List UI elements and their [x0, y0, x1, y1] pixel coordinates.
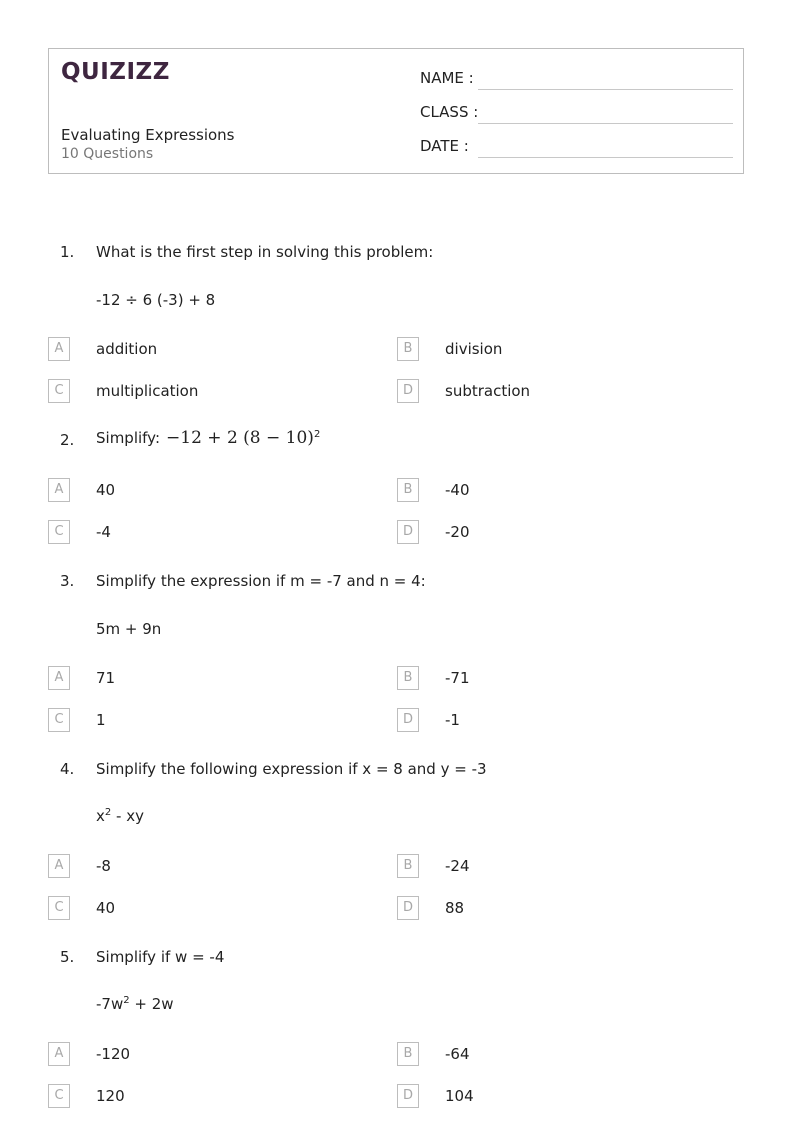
- question-text: Simplify if w = -4: [96, 948, 225, 966]
- option-text: -1: [445, 711, 460, 729]
- expression-rest: + 2w: [129, 995, 174, 1013]
- class-label: CLASS :: [420, 103, 479, 121]
- option-letter-box: B: [397, 666, 419, 690]
- option-letter-box: B: [397, 337, 419, 361]
- option-letter-box: A: [48, 337, 70, 361]
- name-field[interactable]: [478, 89, 733, 90]
- option-letter-box: A: [48, 478, 70, 502]
- option-letter-box: A: [48, 1042, 70, 1066]
- option-letter-box: C: [48, 379, 70, 403]
- option-text: -64: [445, 1045, 470, 1063]
- question-number: 3.: [60, 572, 75, 590]
- math-exponent: 2: [313, 429, 321, 440]
- question-text: Simplify the following expression if x = 8 and y = -3: [96, 760, 487, 778]
- option-text: 88: [445, 899, 465, 917]
- option-letter-box: C: [48, 1084, 70, 1108]
- question-text: Simplify the expression if m = -7 and n = 4:: [96, 572, 426, 590]
- question-text: Simplify:: [96, 429, 161, 447]
- option-text: 120: [96, 1087, 125, 1105]
- option-letter-box: C: [48, 520, 70, 544]
- option-text: 104: [445, 1087, 474, 1105]
- option-text: -120: [96, 1045, 131, 1063]
- date-field[interactable]: [478, 157, 733, 158]
- question-expression: 5m + 9n: [96, 620, 162, 638]
- expression-base: -7w: [96, 995, 124, 1013]
- question-expression: [96, 807, 144, 825]
- question-number: 2.: [60, 431, 75, 449]
- option-text: -24: [445, 857, 470, 875]
- option-text: 1: [96, 711, 106, 729]
- worksheet-header: [48, 48, 744, 174]
- option-text: 40: [96, 481, 116, 499]
- class-field[interactable]: [478, 123, 733, 124]
- question-number: 4.: [60, 760, 75, 778]
- option-letter-box: B: [397, 478, 419, 502]
- option-text: subtraction: [445, 382, 531, 400]
- option-text: 40: [96, 899, 116, 917]
- question-number: 1.: [60, 243, 75, 261]
- option-text: addition: [96, 340, 158, 358]
- option-text: -4: [96, 523, 111, 541]
- option-letter-box: D: [397, 379, 419, 403]
- question-number: 5.: [60, 948, 75, 966]
- quizizz-logo: QUIZIZZ: [61, 59, 170, 85]
- expression-base: x: [96, 807, 105, 825]
- question-text-line: [96, 428, 320, 448]
- option-text: -71: [445, 669, 470, 687]
- option-letter-box: D: [397, 1084, 419, 1108]
- option-letter-box: C: [48, 896, 70, 920]
- option-text: multiplication: [96, 382, 199, 400]
- question-text: What is the first step in solving this problem:: [96, 243, 434, 261]
- math-expression: −12 + 2 (8 − 10): [166, 428, 314, 448]
- worksheet-title: Evaluating Expressions: [61, 126, 235, 144]
- option-letter-box: D: [397, 520, 419, 544]
- expression-rest: - xy: [111, 807, 144, 825]
- option-letter-box: C: [48, 708, 70, 732]
- option-letter-box: A: [48, 854, 70, 878]
- option-text: -40: [445, 481, 470, 499]
- option-letter-box: D: [397, 708, 419, 732]
- option-letter-box: A: [48, 666, 70, 690]
- expression-exponent: 2: [104, 807, 112, 818]
- option-letter-box: B: [397, 854, 419, 878]
- question-expression: [96, 995, 174, 1013]
- question-expression: -12 ÷ 6 (-3) + 8: [96, 291, 216, 309]
- expression-exponent: 2: [123, 995, 130, 1006]
- question-count: 10 Questions: [61, 146, 154, 162]
- option-letter-box: D: [397, 896, 419, 920]
- option-text: -8: [96, 857, 111, 875]
- option-text: division: [445, 340, 503, 358]
- option-text: -20: [445, 523, 470, 541]
- option-letter-box: B: [397, 1042, 419, 1066]
- date-label: DATE :: [420, 137, 469, 155]
- name-label: NAME :: [420, 69, 474, 87]
- option-text: 71: [96, 669, 116, 687]
